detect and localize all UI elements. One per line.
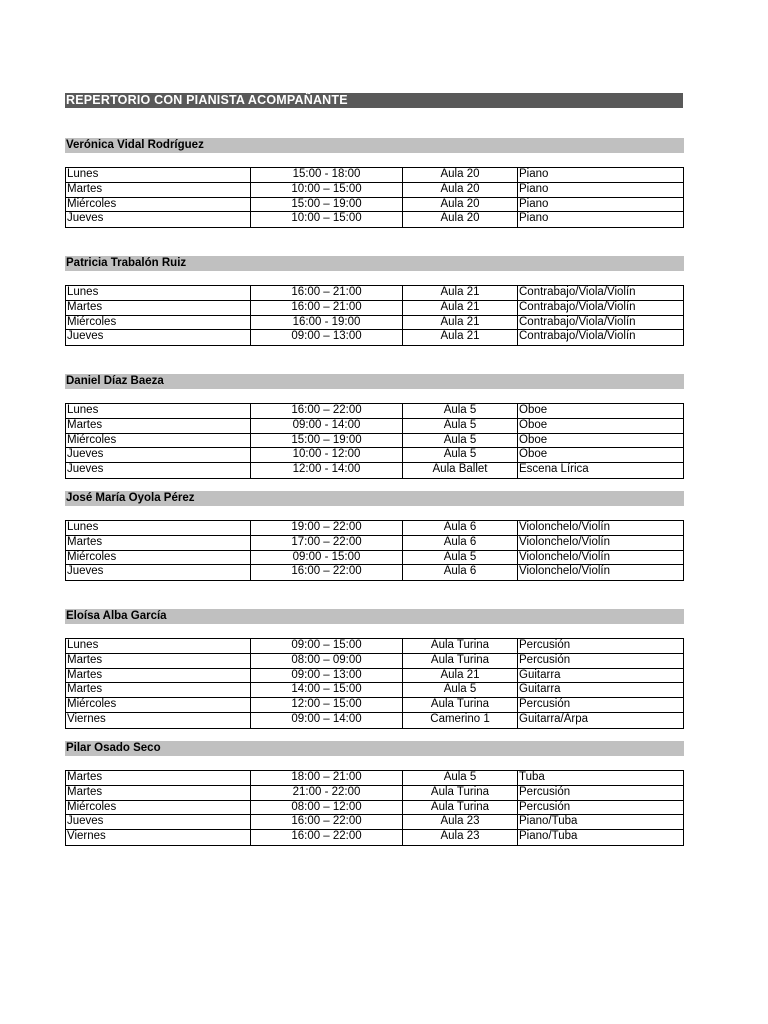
pianist-name: José María Oyola Pérez [65, 491, 684, 506]
table-row [66, 198, 683, 213]
room-cell: Aula 6 [403, 521, 518, 535]
room-cell: Aula Turina [403, 786, 518, 800]
instrument-cell: Piano [519, 197, 549, 210]
time-cell: 15:00 – 19:00 [251, 434, 403, 448]
pianist-name: Patricia Trabalón Ruiz [65, 256, 684, 271]
day-cell: Martes [66, 419, 251, 433]
day-cell: Martes [66, 786, 251, 800]
table-row [66, 801, 683, 816]
page-title: REPERTORIO CON PIANISTA ACOMPAÑANTE [65, 93, 683, 108]
table-row [66, 771, 683, 786]
room-cell: Aula 20 [403, 198, 518, 212]
instrument-cell: Percusión [519, 639, 571, 651]
time-cell: 19:00 – 22:00 [251, 521, 403, 535]
room-cell: Aula 5 [403, 771, 518, 785]
day-cell: Martes [66, 536, 251, 550]
day-cell: Jueves [66, 212, 251, 227]
instrument-cell: Guitarra/Arpa [519, 712, 589, 725]
day-cell: Miércoles [66, 801, 251, 815]
day-cell: Miércoles [66, 698, 251, 712]
table-row [66, 330, 683, 345]
day-cell: Martes [66, 654, 251, 668]
table-row [66, 463, 683, 478]
table-row [66, 183, 683, 198]
day-cell: Martes [66, 771, 251, 785]
instrument-cell: Percusión [519, 800, 571, 813]
pianist-name: Eloísa Alba García [65, 609, 684, 624]
time-cell: 16:00 - 19:00 [251, 316, 403, 330]
instrument-cell: Percusión [519, 653, 571, 666]
room-cell: Aula 20 [403, 183, 518, 197]
instrument-cell: Contrabajo/Viola/Violín [519, 300, 636, 313]
instrument-cell: Contrabajo/Viola/Violín [519, 315, 636, 328]
instrument-cell: Oboe [519, 404, 548, 416]
day-cell: Jueves [66, 330, 251, 345]
day-cell: Lunes [66, 639, 251, 653]
day-cell: Lunes [66, 521, 251, 535]
schedule-section [65, 256, 684, 343]
time-cell: 08:00 – 12:00 [251, 801, 403, 815]
table-row [66, 815, 683, 830]
room-cell: Aula 20 [403, 212, 518, 227]
room-cell: Aula 23 [403, 815, 518, 829]
table-row [66, 669, 683, 684]
time-cell: 16:00 – 22:00 [251, 815, 403, 829]
table-row [66, 168, 683, 183]
table-row [66, 448, 683, 463]
table-row [66, 536, 683, 551]
table-row [66, 713, 683, 728]
time-cell: 09:00 – 13:00 [251, 669, 403, 683]
table-row [66, 301, 683, 316]
day-cell: Jueves [66, 463, 251, 478]
table-row [66, 419, 683, 434]
room-cell: Aula Turina [403, 698, 518, 712]
time-cell: 09:00 – 15:00 [251, 639, 403, 653]
schedule-section [65, 491, 684, 578]
time-cell: 16:00 – 22:00 [251, 830, 403, 845]
time-cell: 12:00 – 15:00 [251, 698, 403, 712]
instrument-cell: Piano [519, 168, 549, 180]
day-cell: Jueves [66, 815, 251, 829]
room-cell: Aula 5 [403, 551, 518, 565]
time-cell: 10:00 – 15:00 [251, 212, 403, 227]
room-cell: Aula 21 [403, 301, 518, 315]
time-cell: 09:00 – 14:00 [251, 713, 403, 728]
table-row [66, 212, 683, 227]
table-row [66, 683, 683, 698]
day-cell: Viernes [66, 713, 251, 728]
pianist-name: Verónica Vidal Rodríguez [65, 138, 684, 153]
room-cell: Aula 21 [403, 330, 518, 345]
instrument-cell: Oboe [519, 418, 548, 431]
instrument-cell: Violonchelo/Violín [519, 550, 611, 563]
time-cell: 21:00 - 22:00 [251, 786, 403, 800]
day-cell: Martes [66, 669, 251, 683]
instrument-cell: Escena Lírica [519, 463, 589, 476]
schedule-table [65, 403, 684, 479]
schedule-table [65, 167, 684, 228]
instrument-cell: Contrabajo/Viola/Violín [519, 330, 636, 343]
table-row [66, 786, 683, 801]
table-row [66, 565, 683, 580]
pianist-name: Daniel Díaz Baeza [65, 374, 684, 389]
time-cell: 16:00 – 22:00 [251, 565, 403, 580]
day-cell: Martes [66, 301, 251, 315]
time-cell: 10:00 – 15:00 [251, 183, 403, 197]
instrument-cell: Piano/Tuba [519, 830, 578, 843]
table-row [66, 286, 683, 301]
instrument-cell: Guitarra [519, 668, 561, 681]
room-cell: Aula 21 [403, 286, 518, 300]
instrument-cell: Guitarra [519, 683, 561, 696]
table-row [66, 639, 683, 654]
room-cell: Aula 5 [403, 683, 518, 697]
schedule-table [65, 285, 684, 346]
day-cell: Lunes [66, 286, 251, 300]
schedule-section [65, 374, 684, 476]
room-cell: Aula 5 [403, 448, 518, 462]
time-cell: 17:00 – 22:00 [251, 536, 403, 550]
pianist-name: Pilar Osado Seco [65, 741, 684, 756]
schedule-section [65, 138, 684, 225]
schedule-section [65, 609, 684, 725]
room-cell: Aula 21 [403, 316, 518, 330]
instrument-cell: Tuba [519, 771, 545, 783]
time-cell: 08:00 – 09:00 [251, 654, 403, 668]
instrument-cell: Oboe [519, 433, 548, 446]
time-cell: 09:00 - 15:00 [251, 551, 403, 565]
day-cell: Martes [66, 683, 251, 697]
room-cell: Aula 20 [403, 168, 518, 182]
day-cell: Lunes [66, 404, 251, 418]
room-cell: Aula 5 [403, 434, 518, 448]
time-cell: 09:00 – 13:00 [251, 330, 403, 345]
table-row [66, 316, 683, 331]
time-cell: 16:00 – 21:00 [251, 286, 403, 300]
room-cell: Camerino 1 [403, 713, 518, 728]
time-cell: 10:00 - 12:00 [251, 448, 403, 462]
instrument-cell: Contrabajo/Viola/Violín [519, 286, 636, 298]
room-cell: Aula 5 [403, 419, 518, 433]
day-cell: Miércoles [66, 551, 251, 565]
room-cell: Aula 21 [403, 669, 518, 683]
room-cell: Aula Turina [403, 801, 518, 815]
instrument-cell: Percusión [519, 698, 571, 711]
schedule-section [65, 741, 684, 843]
room-cell: Aula 6 [403, 565, 518, 580]
day-cell: Jueves [66, 448, 251, 462]
room-cell: Aula Ballet [403, 463, 518, 478]
day-cell: Viernes [66, 830, 251, 845]
day-cell: Miércoles [66, 316, 251, 330]
room-cell: Aula 5 [403, 404, 518, 418]
table-row [66, 521, 683, 536]
room-cell: Aula 23 [403, 830, 518, 845]
time-cell: 15:00 - 18:00 [251, 168, 403, 182]
instrument-cell: Violonchelo/Violín [519, 535, 611, 548]
table-row [66, 830, 683, 845]
table-row [66, 698, 683, 713]
schedule-table [65, 638, 684, 729]
instrument-cell: Violonchelo/Violín [519, 565, 611, 578]
instrument-cell: Piano [519, 182, 549, 195]
time-cell: 09:00 - 14:00 [251, 419, 403, 433]
day-cell: Lunes [66, 168, 251, 182]
table-row [66, 551, 683, 566]
instrument-cell: Piano/Tuba [519, 815, 578, 828]
schedule-table [65, 520, 684, 581]
room-cell: Aula 6 [403, 536, 518, 550]
instrument-cell: Oboe [519, 448, 548, 461]
instrument-cell: Percusión [519, 785, 571, 798]
time-cell: 14:00 – 15:00 [251, 683, 403, 697]
room-cell: Aula Turina [403, 654, 518, 668]
instrument-cell: Violonchelo/Violín [519, 521, 611, 533]
time-cell: 18:00 – 21:00 [251, 771, 403, 785]
table-row [66, 404, 683, 419]
day-cell: Martes [66, 183, 251, 197]
time-cell: 16:00 – 21:00 [251, 301, 403, 315]
time-cell: 15:00 – 19:00 [251, 198, 403, 212]
day-cell: Miércoles [66, 198, 251, 212]
room-cell: Aula Turina [403, 639, 518, 653]
time-cell: 12:00 - 14:00 [251, 463, 403, 478]
time-cell: 16:00 – 22:00 [251, 404, 403, 418]
table-row [66, 434, 683, 449]
table-row [66, 654, 683, 669]
day-cell: Miércoles [66, 434, 251, 448]
instrument-cell: Piano [519, 212, 549, 225]
schedule-table [65, 770, 684, 846]
day-cell: Jueves [66, 565, 251, 580]
